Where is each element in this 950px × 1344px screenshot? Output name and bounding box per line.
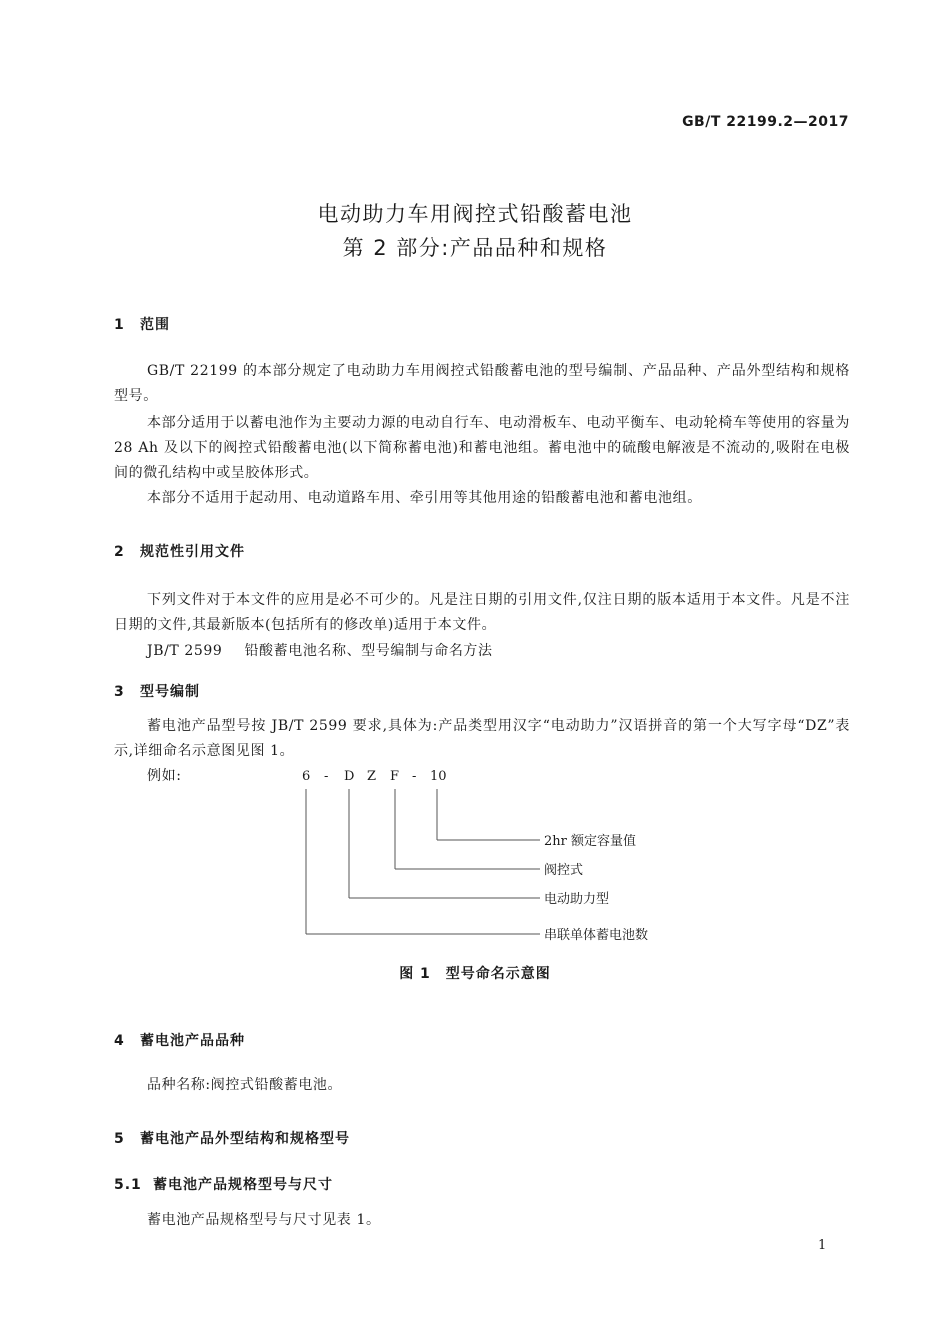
section-5-1-paragraph-1: 蓄电池产品规格型号与尺寸见表 1。 bbox=[147, 1212, 381, 1228]
model-char-f: F bbox=[390, 769, 400, 784]
section-title: 蓄电池产品规格型号与尺寸 bbox=[153, 1177, 333, 1193]
model-char-dash: - bbox=[324, 769, 329, 784]
section-number: 3 bbox=[114, 684, 125, 700]
example-label: 例如: bbox=[147, 768, 182, 784]
section-title: 蓄电池产品外型结构和规格型号 bbox=[140, 1131, 350, 1147]
section-1-paragraph-3: 本部分不适用于起动用、电动道路车用、牵引用等其他用途的铅酸蓄电池和蓄电池组。 bbox=[147, 490, 702, 506]
document-title: 电动助力车用阀控式铅酸蓄电池 bbox=[317, 202, 633, 226]
section-title: 规范性引用文件 bbox=[140, 544, 245, 560]
label-electric-assisted: 电动助力型 bbox=[544, 892, 610, 907]
standard-code: GB/T 22199.2—2017 bbox=[682, 114, 849, 130]
section-title: 范围 bbox=[140, 317, 170, 333]
section-title: 蓄电池产品品种 bbox=[140, 1033, 245, 1049]
model-char-6: 6 bbox=[302, 769, 311, 784]
section-title: 型号编制 bbox=[140, 684, 200, 700]
section-3-paragraph-1: 蓄电池产品型号按 JB/T 2599 要求,具体为:产品类型用汉字“电动助力”汉语拼音的第一个大写字母“DZ”表示,详细命名示意图见图 1。 bbox=[114, 718, 850, 759]
section-number: 1 bbox=[114, 317, 125, 333]
section-number: 2 bbox=[114, 544, 125, 560]
model-char-z: Z bbox=[367, 769, 377, 784]
figure-caption: 图 1 型号命名示意图 bbox=[399, 966, 551, 982]
section-number: 5 bbox=[114, 1131, 125, 1147]
section-4-heading bbox=[114, 1030, 245, 1050]
label-rated-capacity: 2hr 额定容量值 bbox=[544, 834, 636, 849]
model-char-10: 10 bbox=[430, 769, 447, 784]
label-series-cells: 串联单体蓄电池数 bbox=[544, 928, 649, 943]
section-number: 4 bbox=[114, 1033, 125, 1049]
section-1-paragraph-1: GB/T 22199 的本部分规定了电动助力车用阀控式铅酸蓄电池的型号编制、产品品种、产品外型结构和规格型号。 bbox=[114, 363, 850, 404]
model-char-dash: - bbox=[412, 769, 417, 784]
section-1-paragraph-2: 本部分适用于以蓄电池作为主要动力源的电动自行车、电动滑板车、电动平衡车、电动轮椅车等使用的容量为 28 Ah 及以下的阀控式铅酸蓄电池(以下简称蓄电池)和蓄电池组。蓄电池中的硫酸电解液是不流动的,吸附在电极间的微孔结构中或呈胶体形式。 bbox=[114, 415, 850, 481]
page-number: 1 bbox=[818, 1238, 827, 1253]
document-subtitle: 第 2 部分:产品品种和规格 bbox=[342, 236, 608, 260]
section-number: 5.1 bbox=[114, 1177, 142, 1193]
section-5-heading bbox=[114, 1128, 350, 1148]
section-2-paragraph-1: 下列文件对于本文件的应用是必不可少的。凡是注日期的引用文件,仅注日期的版本适用于本文件。凡是不注日期的文件,其最新版本(包括所有的修改单)适用于本文件。 bbox=[114, 592, 850, 633]
label-valve-regulated: 阀控式 bbox=[544, 863, 584, 878]
model-char-d: D bbox=[344, 769, 355, 784]
section-4-paragraph-1: 品种名称:阀控式铅酸蓄电池。 bbox=[147, 1077, 343, 1093]
reference-title: 铅酸蓄电池名称、型号编制与命名方法 bbox=[244, 643, 493, 659]
section-5-1-heading bbox=[114, 1174, 333, 1194]
reference-code: JB/T 2599 bbox=[147, 643, 223, 659]
